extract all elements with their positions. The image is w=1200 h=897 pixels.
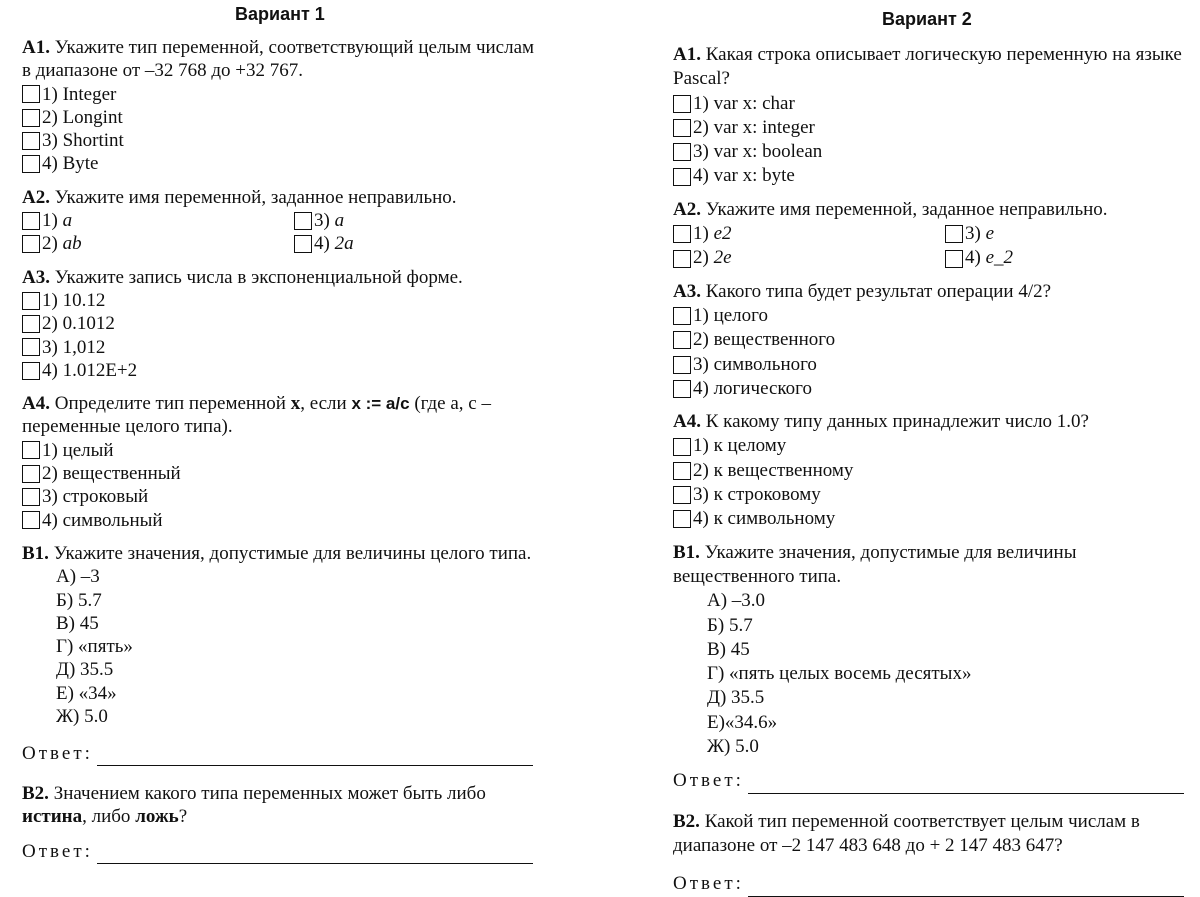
checkbox[interactable]	[22, 235, 40, 253]
checkbox[interactable]	[673, 380, 691, 398]
answer-label: Ответ:	[22, 743, 93, 765]
list-item: Е)«34.6»	[707, 711, 778, 733]
list-item: А) –3.0	[707, 590, 766, 612]
checkbox[interactable]	[22, 109, 40, 127]
option-number: 1)	[42, 210, 58, 232]
option-label: ab	[62, 233, 82, 255]
answer-option[interactable]	[673, 507, 1193, 531]
answer-option[interactable]	[22, 209, 294, 232]
option-label: a	[62, 210, 73, 232]
question-number: А2.	[22, 186, 50, 208]
checkbox[interactable]	[22, 465, 40, 483]
question-body: Укажите запись числа в экспоненциальной форме.	[54, 266, 463, 288]
question-body: Укажите значения, допустимые для величины целого типа.	[53, 542, 532, 564]
variant-2-column	[673, 43, 1193, 897]
question-text	[22, 542, 542, 565]
question-text	[673, 280, 1193, 304]
option-label: e_2	[985, 247, 1014, 269]
list-item: Б) 5.7	[707, 614, 753, 636]
answer-option[interactable]	[22, 485, 542, 508]
question-body: Значением какого типа переменных может быть либо	[53, 782, 486, 804]
answer-option[interactable]	[673, 459, 1193, 483]
checkbox[interactable]	[673, 356, 691, 374]
checkbox[interactable]	[673, 143, 691, 161]
checkbox[interactable]	[673, 168, 691, 186]
list-item: Е) «34»	[56, 682, 117, 704]
answer-option[interactable]	[673, 304, 1193, 328]
question-text	[22, 782, 542, 829]
checkbox[interactable]	[673, 486, 691, 504]
question-a2	[673, 198, 1193, 271]
option-label: 3) к строковому	[693, 484, 821, 506]
question-body: , либо	[82, 805, 136, 827]
answer-option[interactable]	[22, 509, 542, 532]
list-item: Д) 35.5	[707, 687, 765, 709]
option-label: 3) 1,012	[42, 336, 106, 358]
checkbox[interactable]	[22, 362, 40, 380]
question-text	[673, 198, 1193, 222]
answer-option[interactable]	[22, 232, 294, 255]
answer-option[interactable]	[673, 164, 1193, 188]
option-number: 3)	[965, 223, 981, 245]
answer-row	[673, 769, 1193, 793]
answer-input-line[interactable]	[748, 880, 1184, 897]
answer-option[interactable]	[673, 328, 1193, 352]
question-body: Укажите значения, допустимые для величины вещественного типа.	[673, 541, 1077, 587]
answer-option[interactable]	[22, 83, 542, 106]
checkbox[interactable]	[945, 225, 963, 243]
option-label: 2) к вещественному	[693, 459, 854, 481]
question-text	[22, 266, 542, 289]
answer-option[interactable]	[22, 359, 542, 382]
question-a4	[22, 392, 542, 532]
checkbox[interactable]	[22, 488, 40, 506]
answer-row	[22, 742, 542, 765]
option-label: 2a	[334, 233, 354, 255]
answer-option[interactable]	[673, 92, 1193, 116]
checkbox[interactable]	[22, 85, 40, 103]
question-number: А1.	[22, 37, 50, 58]
question-b1	[22, 542, 542, 766]
answer-option[interactable]	[22, 439, 542, 462]
checkbox[interactable]	[673, 438, 691, 456]
option-label: 1) к целому	[693, 435, 787, 457]
option-label: e2	[713, 223, 732, 245]
option-label: 2) 0.1012	[42, 313, 115, 335]
list-item: В) 45	[707, 638, 750, 660]
question-b2	[22, 782, 542, 864]
emphasis-true: истина	[22, 805, 83, 827]
answer-option[interactable]	[945, 246, 1193, 270]
variant-2-title: Вариант 2	[882, 9, 972, 29]
option-number: 1)	[693, 223, 709, 245]
answer-option[interactable]	[673, 483, 1193, 507]
option-number: 4)	[965, 247, 981, 269]
question-a1	[22, 36, 542, 176]
question-text	[22, 392, 542, 439]
option-label: 4) к символьному	[693, 508, 836, 530]
checkbox[interactable]	[22, 292, 40, 310]
question-text	[673, 810, 1193, 859]
checkbox[interactable]	[294, 212, 312, 230]
question-body: Укажите имя переменной, заданное неправильно.	[54, 186, 457, 208]
answer-option[interactable]	[673, 353, 1193, 377]
question-body: ?	[178, 805, 188, 827]
question-text	[22, 186, 542, 209]
answer-label: Ответ:	[22, 841, 93, 863]
question-number: А2.	[673, 198, 701, 220]
option-label: 2) var x: integer	[693, 116, 815, 138]
answer-option[interactable]	[673, 140, 1193, 164]
answer-input-line[interactable]	[97, 749, 533, 766]
emphasis-false: ложь	[135, 805, 179, 827]
question-number: А3.	[22, 266, 50, 288]
list-item: Б) 5.7	[56, 589, 102, 611]
question-text	[673, 541, 1193, 590]
question-body: , если	[300, 393, 352, 415]
list-item: Г) «пять»	[56, 636, 133, 658]
option-label: 2) вещественного	[693, 329, 836, 351]
question-a4	[673, 410, 1193, 531]
question-a3	[673, 280, 1193, 401]
option-label: 1) целого	[693, 304, 768, 326]
question-number: В1.	[22, 542, 49, 564]
question-body: Определите тип переменной	[54, 393, 291, 415]
question-text	[673, 410, 1193, 434]
option-label: 1) 10.12	[42, 289, 106, 311]
variable-name: x	[290, 393, 301, 415]
option-label: 2e	[713, 247, 732, 269]
checkbox[interactable]	[22, 212, 40, 230]
answer-option[interactable]	[22, 129, 542, 152]
option-label: 4) символьный	[42, 509, 163, 531]
list-item: Д) 35.5	[56, 659, 114, 681]
question-a2	[22, 186, 542, 256]
list-item: А) –3	[56, 566, 100, 588]
question-body: Какой тип переменной соответствует целым числам в диапазоне от –2 147 483 648 до + 2 147 483 647?	[673, 810, 1140, 856]
question-b1	[673, 541, 1193, 794]
checkbox[interactable]	[673, 95, 691, 113]
variant-1-column	[22, 36, 542, 864]
question-b2	[673, 810, 1193, 897]
option-label: 1) Integer	[42, 83, 117, 105]
checkbox[interactable]	[22, 511, 40, 529]
question-a3	[22, 266, 542, 382]
answer-option[interactable]	[945, 222, 1193, 246]
answer-option[interactable]	[673, 116, 1193, 140]
option-number: 2)	[42, 233, 58, 255]
question-number: В2.	[22, 782, 49, 804]
answer-option[interactable]	[673, 246, 945, 270]
option-label: 3) символьного	[693, 353, 817, 375]
checkbox[interactable]	[673, 331, 691, 349]
answer-input-line[interactable]	[97, 847, 533, 864]
answer-input-line[interactable]	[748, 777, 1184, 794]
answer-label: Ответ:	[673, 873, 744, 895]
list-item: В) 45	[56, 612, 99, 634]
option-label: 3) Shortint	[42, 130, 124, 152]
checkbox[interactable]	[22, 338, 40, 356]
checkbox[interactable]	[22, 132, 40, 150]
option-label: 1) var x: char	[693, 92, 795, 114]
answer-option[interactable]	[673, 434, 1193, 458]
answer-label: Ответ:	[673, 770, 744, 792]
question-number: В1.	[673, 541, 700, 563]
answer-option[interactable]	[22, 106, 542, 129]
checkbox[interactable]	[673, 225, 691, 243]
question-text	[22, 36, 542, 83]
option-label: 2) Longint	[42, 106, 123, 128]
question-body: Какая строка описывает логическую переменную на языке Pascal?	[673, 44, 1182, 90]
code-expression: x := a/c	[351, 394, 410, 414]
option-label: 4) var x: byte	[693, 165, 795, 187]
checkbox[interactable]	[673, 119, 691, 137]
option-label: 3) строковый	[42, 486, 149, 508]
question-body: Укажите тип переменной, соответствующий целым числам в диапазоне от –32 768 до +32 767.	[22, 37, 535, 82]
option-label: e	[985, 223, 995, 245]
list-item: Г) «пять целых восемь десятых»	[707, 663, 972, 685]
checkbox[interactable]	[22, 441, 40, 459]
answer-option[interactable]	[673, 377, 1193, 401]
option-number: 3)	[314, 210, 330, 232]
question-number: А3.	[673, 280, 701, 302]
answer-option[interactable]	[22, 289, 542, 312]
answer-option[interactable]	[22, 462, 542, 485]
question-body: Какого типа будет результат операции 4/2?	[705, 280, 1052, 302]
checkbox[interactable]	[673, 250, 691, 268]
question-number: А4.	[673, 411, 701, 433]
checkbox[interactable]	[673, 307, 691, 325]
question-text	[673, 43, 1193, 92]
question-number: А1.	[673, 44, 701, 65]
answer-option[interactable]	[294, 209, 542, 232]
question-body: (где a, c – переменные целого типа).	[22, 393, 491, 438]
answer-option[interactable]	[22, 152, 542, 175]
option-number: 2)	[693, 247, 709, 269]
answer-option[interactable]	[294, 232, 542, 255]
option-label: 2) вещественный	[42, 463, 181, 485]
answer-option[interactable]	[22, 312, 542, 335]
answer-option[interactable]	[673, 222, 945, 246]
option-label: 4) Byte	[42, 153, 99, 175]
option-number: 4)	[314, 233, 330, 255]
checkbox[interactable]	[945, 250, 963, 268]
option-label: a	[334, 210, 345, 232]
question-number: А4.	[22, 393, 50, 415]
question-number: В2.	[673, 810, 700, 832]
option-label: 4) 1.012E+2	[42, 359, 138, 381]
option-label: 1) целый	[42, 439, 114, 461]
question-a1	[673, 43, 1193, 189]
question-body: Укажите имя переменной, заданное неправильно.	[705, 198, 1108, 220]
list-item: Ж) 5.0	[56, 706, 108, 728]
list-item: Ж) 5.0	[707, 736, 759, 758]
checkbox[interactable]	[673, 510, 691, 528]
checkbox[interactable]	[22, 315, 40, 333]
answer-option[interactable]	[22, 336, 542, 359]
option-label: 3) var x: boolean	[693, 141, 823, 163]
variant-1-title: Вариант 1	[235, 4, 325, 24]
question-body: К какому типу данных принадлежит число 1.0?	[705, 411, 1089, 433]
checkbox[interactable]	[294, 235, 312, 253]
option-label: 4) логического	[693, 377, 813, 399]
answer-row	[22, 840, 542, 863]
checkbox[interactable]	[22, 155, 40, 173]
checkbox[interactable]	[673, 462, 691, 480]
